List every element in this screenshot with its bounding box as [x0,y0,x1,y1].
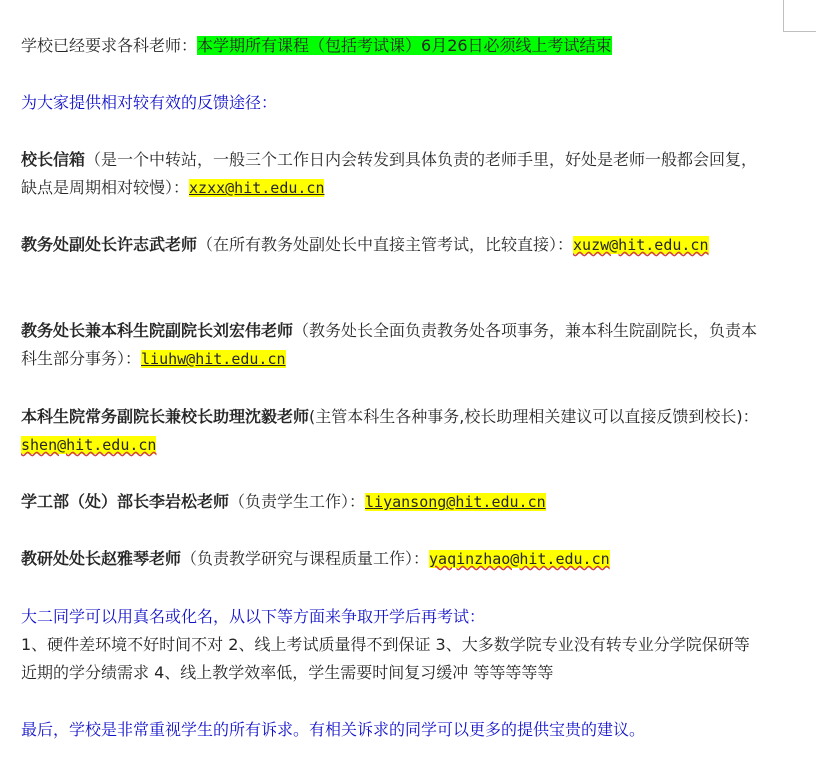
closing-line: 最后，学校是非常重视学生的所有诉求。有相关诉求的同学可以更多的提供宝贵的建议。 [21,720,646,739]
liu-desc-1: （教务处长全面负责教务处各项事务，兼本科生院副院长，负责本 [293,321,758,340]
shen-name: 本科生院常务副院长兼校长助理沈毅老师 [21,407,310,426]
shen-desc: (主管本科生各种事务,校长助理相关建议可以直接反馈到校长)： [309,407,759,426]
zhao-name: 教研处处长赵雅琴老师 [21,549,182,568]
principal-line-2 [21,176,324,200]
liu-email-link[interactable]: liuhw@hit.edu.cn [141,350,286,368]
xu-desc: （在所有教务处副处长中直接主管考试，比较直接）： [197,235,574,254]
principal-line-1 [21,148,757,172]
principal-email-link[interactable]: xzxx@hit.edu.cn [189,179,325,197]
page-corner-marker [783,0,784,32]
principal-name: 校长信箱 [21,150,86,169]
liu-line-1 [21,319,757,343]
xu-name: 教务处副处长许志武老师 [21,235,198,254]
suggest-line-2: 近期的学分绩需求 4、线上教学效率低，学生需要时间复习缓冲 等等等等等 [21,663,554,682]
zhao-email-link[interactable]: yaqinzhao@hit.edu.cn [429,550,610,568]
suggest-line-1: 1、硬件差环境不好时间不对 2、线上考试质量得不到保证 3、大多数学院专业没有转专业分学院保研等 [21,635,750,654]
notice-prefix: 学校已经要求各科老师： [21,36,198,55]
liu-line-2 [21,347,286,371]
shen-email-link[interactable]: shen@hit.edu.cn [21,436,157,454]
liu-desc-2: 科生部分事务）： [21,349,142,368]
xu-line [21,233,709,257]
notice-line [21,34,612,58]
feedback-heading: 为大家提供相对较有效的反馈途径： [21,93,278,112]
li-line [21,490,546,514]
xu-email-link[interactable]: xuzw@hit.edu.cn [573,236,709,254]
zhao-desc: （负责教学研究与课程质量工作）： [181,549,430,568]
shen-line-2 [21,433,156,457]
li-email-link[interactable]: liyansong@hit.edu.cn [365,493,546,511]
li-desc: （负责学生工作）： [229,492,366,511]
li-name: 学工部（处）部长李岩松老师 [21,492,230,511]
shen-line-1 [21,405,759,429]
zhao-line [21,547,610,571]
principal-desc-1: （是一个中转站，一般三个工作日内会转发到具体负责的老师手里，好处是老师一般都会回复， [85,150,758,169]
principal-desc-2: 缺点是周期相对较慢）： [21,178,190,197]
deadline-highlight: 本学期所有课程（包括考试课）6月26日必须线上考试结束 [197,36,612,55]
suggest-heading: 大二同学可以用真名或化名，从以下等方面来争取开学后再考试： [21,607,486,626]
liu-name: 教务处长兼本科生院副院长刘宏伟老师 [21,321,294,340]
